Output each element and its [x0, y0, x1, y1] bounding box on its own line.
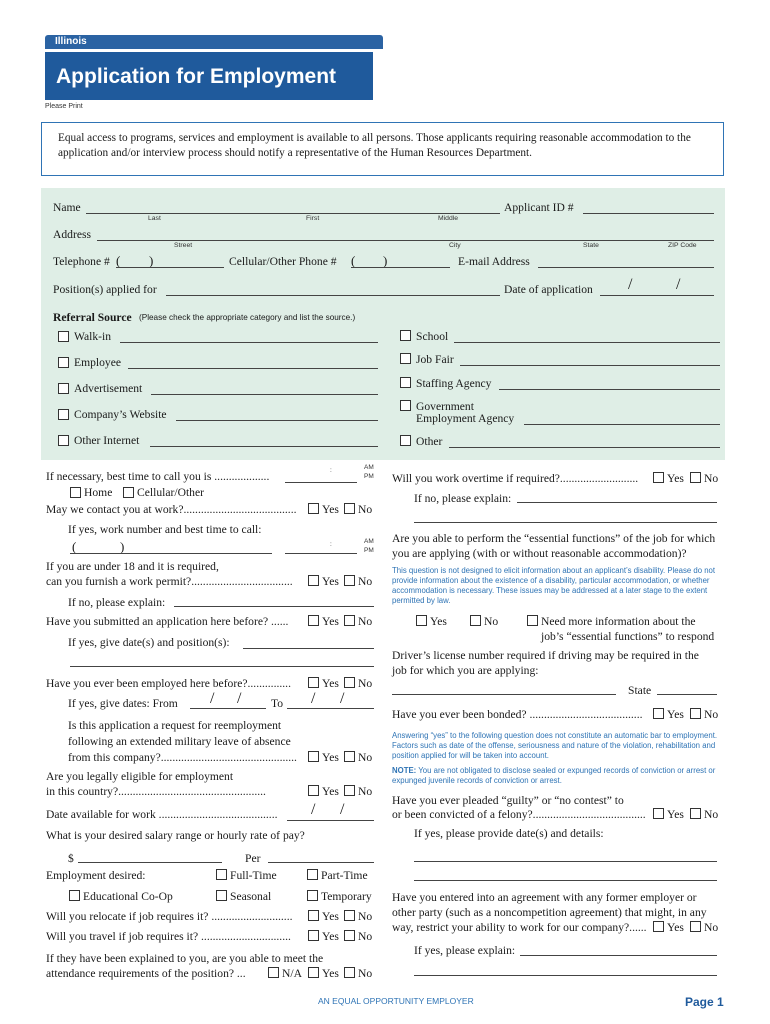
walk-in-checkbox[interactable]	[58, 331, 69, 342]
paren-close: )	[383, 253, 388, 268]
if-no-explain-label: If no, please explain:	[68, 596, 166, 609]
middle-sublabel: Middle	[438, 215, 459, 222]
full-time-checkbox[interactable]	[216, 869, 227, 880]
attendance-label-1: If they have been explained to you, are you able to meet the	[46, 952, 324, 965]
overtime-yes-checkbox[interactable]	[653, 472, 664, 483]
no-label: No	[358, 677, 373, 690]
agreement-label-2: other party (such as a noncompetition agreement) that might, in any	[392, 906, 707, 919]
employed-from-field[interactable]	[190, 708, 266, 709]
guilty-label-1: Have you ever pleaded “guilty” or “no contest” to	[392, 794, 624, 807]
submitted-dates-field-2[interactable]	[70, 666, 374, 667]
no-label: No	[704, 708, 719, 721]
no-label: No	[358, 785, 373, 798]
part-time-label: Part-Time	[321, 869, 368, 882]
am-label: AM	[364, 538, 374, 545]
note-label: NOTE:	[392, 766, 417, 775]
per-label: Per	[245, 852, 261, 865]
state-sublabel: State	[583, 242, 599, 249]
best-time-label: If necessary, best time to call you is ...................	[46, 470, 270, 483]
date-slash: /	[340, 690, 345, 707]
felony-details-field-2[interactable]	[414, 880, 717, 881]
no-label: No	[358, 751, 373, 764]
need-more-label-2: job’s “essential functions” to respond	[541, 630, 715, 643]
cellular-label: Cellular/Other	[137, 486, 204, 499]
bonded-yes-checkbox[interactable]	[653, 708, 664, 719]
overtime-explain-field[interactable]	[517, 502, 717, 503]
other-internet-checkbox[interactable]	[58, 435, 69, 446]
paren-open: (	[116, 253, 121, 268]
zip-sublabel: ZIP Code	[668, 242, 697, 249]
reemploy-label-3: from this company?...............................................	[68, 751, 297, 764]
staffing-agency-field[interactable]	[499, 389, 720, 390]
yes-label: Yes	[322, 615, 339, 628]
notice-text: Equal access to programs, services and employment is available to all persons. Those applicants requiring reasonable accommodation to the application and/or interview process should notify a representative of the Human Resources Department.	[58, 132, 691, 159]
paren-close: )	[149, 253, 154, 268]
employed-before-label: Have you ever been employed here before?...............	[46, 677, 291, 690]
state-label: Illinois	[45, 35, 383, 49]
yes-label: Yes	[667, 921, 684, 934]
home-checkbox[interactable]	[70, 487, 81, 498]
to-label: To	[271, 697, 284, 710]
first-sublabel: First	[306, 215, 320, 222]
temporary-checkbox[interactable]	[307, 890, 318, 901]
essential-yes-checkbox[interactable]	[416, 615, 427, 626]
note-expunged	[392, 766, 722, 786]
other-internet-field[interactable]	[150, 446, 378, 447]
contact-work-yes-checkbox[interactable]	[308, 503, 319, 514]
if-yes-dates-label: If yes, give dates: From	[68, 697, 178, 710]
contact-work-no-checkbox[interactable]	[344, 503, 355, 514]
work-permit-no-checkbox[interactable]	[344, 575, 355, 586]
date-available-label: Date available for work .........................................	[46, 808, 278, 821]
walk-in-label: Walk-in	[74, 330, 112, 343]
no-label: No	[704, 921, 719, 934]
date-of-application-label: Date of application	[504, 283, 593, 296]
telephone-field[interactable]	[116, 267, 224, 268]
government-agency-checkbox[interactable]	[400, 400, 411, 411]
yes-label: Yes	[322, 503, 339, 516]
yes-label: Yes	[322, 930, 339, 943]
agreement-explain-label: If yes, please explain:	[414, 944, 516, 957]
submitted-yes-checkbox[interactable]	[308, 615, 319, 626]
employed-yes-checkbox[interactable]	[308, 677, 319, 688]
work-time-field[interactable]	[285, 553, 357, 554]
staffing-agency-checkbox[interactable]	[400, 377, 411, 388]
overtime-explain-label: If no, please explain:	[414, 492, 512, 505]
eligible-no-checkbox[interactable]	[344, 785, 355, 796]
no-label: No	[358, 910, 373, 923]
no-label: No	[704, 808, 719, 821]
last-sublabel: Last	[148, 215, 161, 222]
company-website-label: Company’s Website	[74, 408, 167, 421]
home-label: Home	[84, 486, 113, 499]
school-label: School	[416, 330, 449, 343]
attendance-no-checkbox[interactable]	[344, 967, 355, 978]
agreement-explain-field-2[interactable]	[414, 975, 717, 976]
paren-close: )	[120, 539, 125, 554]
eligible-yes-checkbox[interactable]	[308, 785, 319, 796]
employee-label: Employee	[74, 356, 122, 369]
please-print: Please Print	[45, 103, 83, 110]
license-label-2: job for which you are applying:	[392, 664, 539, 677]
essential-label-1: Are you able to perform the “essential functions” of the job for which	[392, 532, 716, 545]
applicant-id-field[interactable]	[583, 213, 714, 214]
submitted-before-label: Have you submitted an application here before? ......	[46, 615, 289, 628]
address-field[interactable]	[97, 240, 714, 241]
no-label: No	[358, 930, 373, 943]
relocate-label: Will you relocate if job requires it? ............................	[46, 910, 293, 923]
job-fair-label: Job Fair	[416, 353, 454, 366]
na-label: N/A	[282, 967, 302, 980]
guilty-label-2: or been convicted of a felony?.......................................	[392, 808, 646, 821]
applicant-id-label: Applicant ID #	[504, 201, 574, 214]
if-yes-details-label: If yes, please provide date(s) and details:	[414, 827, 604, 840]
bonded-label: Have you ever been bonded? .......................................	[392, 708, 643, 721]
if-yes-work-label: If yes, work number and best time to call:	[68, 523, 262, 536]
seasonal-label: Seasonal	[230, 890, 272, 903]
under18-label-2: can you furnish a work permit?...................................	[46, 575, 293, 588]
agreement-explain-field[interactable]	[520, 955, 717, 956]
salary-field[interactable]	[78, 862, 222, 863]
date-slash: /	[311, 690, 316, 707]
date-available-field[interactable]	[287, 820, 374, 821]
per-field[interactable]	[268, 862, 374, 863]
no-label: No	[704, 472, 719, 485]
page-title: Application for Employment	[56, 65, 337, 88]
date-slash: /	[340, 801, 345, 818]
need-more-info-checkbox[interactable]	[527, 615, 538, 626]
essential-note: This question is not designed to elicit information about an applicant’s disability. Please do not provide information about the existence of a disability, particular accommodation, or whether accommodation is necessary. These issues may be addressed at a later stage to the extent permitted by law.	[392, 566, 716, 605]
temporary-label: Temporary	[321, 890, 372, 903]
if-yes-dates-positions-label: If yes, give date(s) and position(s):	[68, 636, 230, 649]
yes-label: Yes	[667, 708, 684, 721]
date-of-application-field[interactable]	[600, 295, 714, 296]
street-sublabel: Street	[174, 242, 193, 249]
work-number-field[interactable]	[70, 553, 272, 554]
yes-label: Yes	[322, 967, 339, 980]
city-sublabel: City	[449, 242, 461, 249]
essential-no-checkbox[interactable]	[470, 615, 481, 626]
pm-label: PM	[364, 473, 374, 480]
employment-agency-label: Employment Agency	[416, 412, 515, 425]
agreement-label-3: way, restrict your ability to work for our company?......	[392, 921, 647, 934]
referral-hint: (Please check the appropriate category and list the source.)	[139, 313, 356, 322]
other-label: Other	[416, 435, 443, 448]
agreement-no-checkbox[interactable]	[690, 921, 701, 932]
no-label: No	[358, 615, 373, 628]
license-number-field[interactable]	[392, 694, 616, 695]
dollar-sign: $	[68, 852, 74, 865]
felony-details-field-1[interactable]	[414, 861, 717, 862]
advertisement-field[interactable]	[151, 394, 378, 395]
attendance-na-checkbox[interactable]	[268, 967, 279, 978]
name-label: Name	[53, 201, 81, 214]
educational-checkbox[interactable]	[69, 890, 80, 901]
school-field[interactable]	[454, 342, 720, 343]
part-time-checkbox[interactable]	[307, 869, 318, 880]
attendance-yes-checkbox[interactable]	[308, 967, 319, 978]
work-permit-yes-checkbox[interactable]	[308, 575, 319, 586]
date-slash: /	[237, 690, 242, 707]
license-state-field[interactable]	[657, 694, 717, 695]
date-slash: /	[311, 801, 316, 818]
license-state-label: State	[628, 684, 652, 697]
yes-label: Yes	[322, 751, 339, 764]
pm-label: PM	[364, 547, 374, 554]
email-field[interactable]	[538, 267, 714, 268]
cell-phone-label: Cellular/Other Phone #	[229, 255, 337, 268]
government-agency-field[interactable]	[524, 424, 720, 425]
under18-label-1: If you are under 18 and it is required,	[46, 560, 219, 573]
no-label: No	[358, 503, 373, 516]
email-label: E-mail Address	[458, 255, 530, 268]
date-slash: /	[210, 690, 215, 707]
positions-field[interactable]	[166, 295, 500, 296]
walk-in-field[interactable]	[120, 342, 378, 343]
staffing-agency-label: Staffing Agency	[416, 377, 492, 390]
felony-note: Answering “yes” to the following question does not constitute an automatic bar to employment. Factors such as date of the offense, seriousness and nature of the violation, rehabilitation and position applied for will be taken into account.	[392, 731, 718, 760]
agreement-label-1: Have you entered into an agreement with any former employer or	[392, 891, 697, 904]
yes-label: Yes	[667, 808, 684, 821]
employment-desired-label: Employment desired:	[46, 869, 146, 882]
felony-no-checkbox[interactable]	[690, 808, 701, 819]
felony-yes-checkbox[interactable]	[653, 808, 664, 819]
other-checkbox[interactable]	[400, 435, 411, 446]
travel-no-checkbox[interactable]	[344, 930, 355, 941]
contact-work-label: May we contact you at work?.......................................	[46, 503, 297, 516]
employed-to-field[interactable]	[287, 708, 374, 709]
paren-open: (	[351, 253, 356, 268]
school-checkbox[interactable]	[400, 330, 411, 341]
best-time-field[interactable]	[285, 482, 357, 483]
reemploy-label-1: Is this application a request for reemployment	[68, 719, 282, 732]
yes-label: Yes	[322, 785, 339, 798]
date-slash: /	[676, 276, 681, 293]
educational-label: Educational Co-Op	[83, 890, 173, 903]
note-text: You are not obligated to disclose sealed or expunged records of conviction or arrest or expunged juvenile records of conviction or arrest.	[392, 766, 716, 785]
reemploy-yes-checkbox[interactable]	[308, 751, 319, 762]
equal-opportunity-footer: AN EQUAL OPPORTUNITY EMPLOYER	[318, 996, 474, 1006]
address-label: Address	[53, 228, 91, 241]
yes-label: Yes	[430, 615, 447, 628]
no-label: No	[484, 615, 499, 628]
company-website-field[interactable]	[176, 420, 378, 421]
am-label: AM	[364, 464, 374, 471]
no-label: No	[358, 575, 373, 588]
employed-no-checkbox[interactable]	[344, 677, 355, 688]
time-colon: :	[330, 467, 332, 474]
travel-yes-checkbox[interactable]	[308, 930, 319, 941]
overtime-label: Will you work overtime if required?...........................	[392, 472, 639, 485]
seasonal-checkbox[interactable]	[216, 890, 227, 901]
full-time-label: Full-Time	[230, 869, 277, 882]
overtime-no-checkbox[interactable]	[690, 472, 701, 483]
other-internet-label: Other Internet	[74, 434, 140, 447]
cell-phone-field[interactable]	[351, 267, 450, 268]
eligible-label-2: in this country?...................................................	[46, 785, 266, 798]
other-field[interactable]	[449, 447, 720, 448]
page-number: Page 1	[685, 995, 724, 1009]
reemploy-no-checkbox[interactable]	[344, 751, 355, 762]
advertisement-checkbox[interactable]	[58, 383, 69, 394]
yes-label: Yes	[322, 677, 339, 690]
work-permit-explain-field[interactable]	[174, 606, 374, 607]
referral-title: Referral Source	[53, 311, 132, 324]
company-website-checkbox[interactable]	[58, 409, 69, 420]
government-label: Government	[416, 400, 474, 413]
name-field[interactable]	[86, 213, 500, 214]
positions-label: Position(s) applied for	[53, 283, 157, 296]
telephone-label: Telephone #	[53, 255, 110, 268]
relocate-no-checkbox[interactable]	[344, 910, 355, 921]
job-fair-checkbox[interactable]	[400, 353, 411, 364]
salary-label: What is your desired salary range or hourly rate of pay?	[46, 829, 305, 842]
yes-label: Yes	[322, 910, 339, 923]
employee-field[interactable]	[128, 368, 378, 369]
attendance-label-2: attendance requirements of the position? ...	[46, 967, 246, 980]
paren-open: (	[72, 539, 77, 554]
yes-label: Yes	[667, 472, 684, 485]
time-colon: :	[330, 541, 332, 548]
date-slash: /	[628, 276, 633, 293]
submitted-dates-field[interactable]	[243, 648, 374, 649]
yes-label: Yes	[322, 575, 339, 588]
cellular-checkbox[interactable]	[123, 487, 134, 498]
relocate-yes-checkbox[interactable]	[308, 910, 319, 921]
license-label-1: Driver’s license number required if driving may be required in the	[392, 649, 699, 662]
travel-label: Will you travel if job requires it? ...............................	[46, 930, 291, 943]
bonded-no-checkbox[interactable]	[690, 708, 701, 719]
essential-label-2: you are applying (with or without reasonable accommodation)?	[392, 547, 687, 560]
overtime-explain-field-2[interactable]	[414, 522, 717, 523]
agreement-yes-checkbox[interactable]	[653, 921, 664, 932]
need-more-label-1: Need more information about the	[541, 615, 696, 628]
reemploy-label-2: following an extended military leave of absence	[68, 735, 291, 748]
advertisement-label: Advertisement	[74, 382, 143, 395]
job-fair-field[interactable]	[460, 365, 720, 366]
no-label: No	[358, 967, 373, 980]
employee-checkbox[interactable]	[58, 357, 69, 368]
eligible-label-1: Are you legally eligible for employment	[46, 770, 234, 783]
submitted-no-checkbox[interactable]	[344, 615, 355, 626]
